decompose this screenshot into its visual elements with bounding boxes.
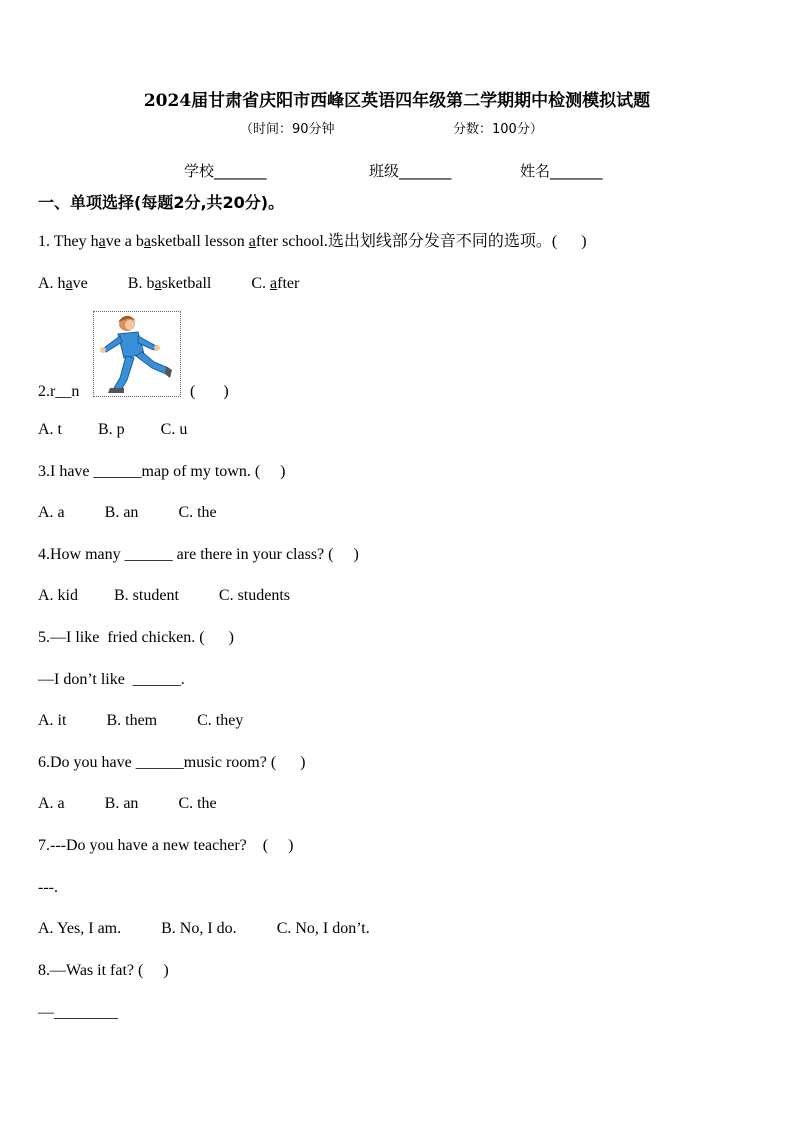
q1-option-a: A. have — [38, 275, 88, 292]
page-title: 2024届甘肃省庆阳市西峰区英语四年级第二学期期中检测模拟试题 — [143, 91, 651, 111]
running-boy-image — [93, 311, 181, 397]
q3-option-b: B. an — [104, 504, 139, 521]
question-1: 1. They have a basketball lesson after school.选出划线部分发音不同的选项。( ) — [38, 233, 587, 250]
q2-option-a: A. t — [38, 421, 62, 438]
question-8: 8.—Was it fat? ( ) — [38, 962, 169, 979]
q2-option-b: B. p — [98, 421, 125, 438]
class-field: 班级_______ — [369, 162, 452, 180]
q5-option-b: B. them — [106, 712, 158, 729]
question-5: 5.—I like fried chicken. ( ) — [38, 629, 234, 646]
q6-option-b: B. an — [104, 795, 139, 812]
q2-options — [38, 420, 187, 440]
q4-option-c: C. students — [218, 587, 291, 604]
exam-time: （时间：90分钟 — [240, 122, 335, 137]
q6-option-c: C. the — [178, 795, 217, 812]
q7-option-a: A. Yes, I am. — [38, 920, 122, 937]
q1-option-c: C. after — [251, 275, 300, 292]
question-6: 6.Do you have ______music room? ( ) — [38, 754, 306, 771]
q4-option-a: A. kid — [38, 587, 78, 604]
q5-options — [38, 711, 243, 731]
question-2: 2.r__n — [38, 383, 80, 400]
q1-option-b: B. basketball — [127, 275, 212, 292]
q7-answer-line: ---. — [38, 879, 58, 896]
question-4: 4.How many ______ are there in your class? ( ) — [38, 546, 359, 563]
q6-option-a: A. a — [38, 795, 65, 812]
q2-option-c: C. u — [160, 421, 188, 438]
q5-answer-line: —I don’t like ______. — [38, 671, 185, 688]
q7-option-c: C. No, I don’t. — [276, 920, 370, 937]
q4-option-b: B. student — [114, 587, 179, 604]
school-field: 学校_______ — [184, 162, 267, 180]
q3-option-c: C. the — [178, 504, 217, 521]
q3-options — [38, 503, 217, 523]
q5-option-a: A. it — [38, 712, 67, 729]
q7-option-b: B. No, I do. — [161, 920, 237, 937]
q4-options — [38, 586, 290, 606]
q6-options — [38, 794, 217, 814]
q7-options — [38, 919, 370, 939]
q8-answer-line: —________ — [38, 1004, 118, 1021]
exam-score: 分数：100分） — [453, 122, 543, 137]
q1-options — [38, 274, 299, 294]
name-field: 姓名_______ — [520, 162, 603, 180]
q2-paren: ( ) — [190, 383, 229, 400]
section-heading: 一、单项选择(每题2分,共20分)。 — [38, 193, 285, 212]
question-7: 7.---Do you have a new teacher? ( ) — [38, 837, 294, 854]
q5-option-c: C. they — [197, 712, 244, 729]
q3-option-a: A. a — [38, 504, 65, 521]
question-3: 3.I have ______map of my town. ( ) — [38, 463, 286, 480]
